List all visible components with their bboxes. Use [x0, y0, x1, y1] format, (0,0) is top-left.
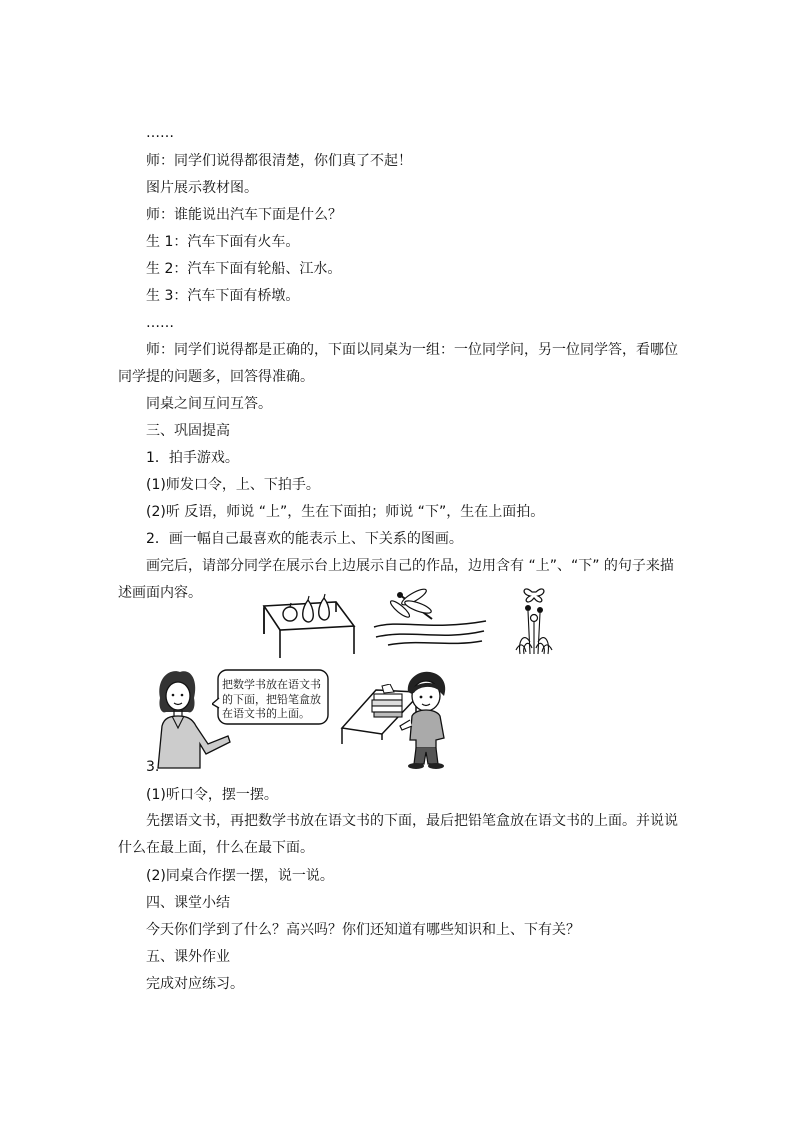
arrange-books-instruction: 先摆语文书，再把数学书放在语文书的下面，最后把铅笔盒放在语文书的上面。并说说什么在最上面，什么在最下面。	[118, 813, 678, 856]
teacher-instruction: 师：同学们说得都是正确的，下面以同桌为一组：一位同学问，另一位同学答，看哪位同学提的问题多，回答得准确。	[118, 342, 678, 385]
section-5-heading: 五、课外作业	[146, 949, 230, 965]
desk-mates-activity: 同桌之间互问互答。	[146, 396, 272, 412]
item-3-sub-1: (1)听口令，摆一摆。	[146, 787, 278, 803]
section-3-heading: 三、巩固提高	[146, 423, 230, 439]
ellipsis-1: ……	[146, 125, 174, 141]
item-3-sub-2: (2)同桌合作摆一摆，说一说。	[146, 868, 334, 884]
homework-text: 完成对应练习。	[146, 976, 244, 992]
section-4-heading: 四、课堂小结	[146, 895, 230, 911]
item-1-sub-1: (1)师发口令，上、下拍手。	[146, 477, 320, 493]
item-1-sub-2: (2)听 反语，师说 “上”，生在下面拍；师说 “下”，生在上面拍。	[146, 504, 545, 520]
butterfly-over-flowers-icon	[510, 582, 560, 656]
student-icon	[396, 670, 456, 770]
item-1-clap-game: 1．拍手游戏。	[146, 450, 239, 466]
teacher-question: 师：谁能说出汽车下面是什么？	[146, 207, 342, 223]
table-with-fruit-icon	[258, 588, 358, 664]
summary-question: 今天你们学到了什么？高兴吗？你们还知道有哪些知识和上、下有关？	[146, 922, 580, 938]
student-answer-1: 生 1：汽车下面有火车。	[146, 234, 300, 250]
student-answer-3: 生 3：汽车下面有桥墩。	[146, 288, 300, 304]
student-answer-2: 生 2：汽车下面有轮船、江水。	[146, 261, 342, 277]
item-3-number: 3.	[146, 759, 160, 775]
drawing-instruction: 画完后，请部分同学在展示台上边展示自己的作品，边用含有 “上”、“下” 的句子来描述画面内容。	[118, 558, 674, 601]
ellipsis-2: ……	[146, 315, 174, 331]
speech-bubble-text: 把数学书放在语文书的下面，把铅笔盒放在语文书的上面。	[222, 678, 321, 720]
show-textbook-image: 图片展示教材图。	[146, 180, 258, 196]
item-2-drawing: 2．画一幅自己最喜欢的能表示上、下关系的图画。	[146, 531, 463, 547]
dragonfly-over-river-icon	[370, 585, 490, 649]
teacher-praise: 师：同学们说得都很清楚，你们真了不起！	[146, 153, 412, 169]
